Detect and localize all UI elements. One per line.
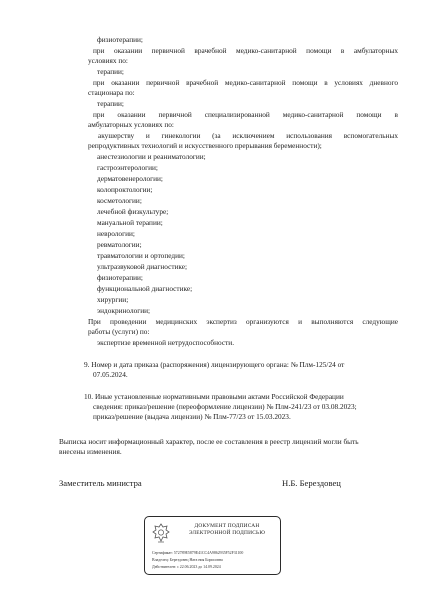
text-line: 9. Номер и дата приказа (распоряжения) лицензирующего органа: № Плм-125/24 от [84,360,345,369]
text-line: при оказании первичной специализированной медико-санитарной помощи в [93,110,398,119]
text-line: терапии; [97,67,124,76]
signatory-position: Заместитель министра [59,478,142,488]
text-line: физиотерапии; [97,35,143,44]
text-line: работы (услуги) по: [88,327,150,336]
text-line: дерматовенерологии; [97,174,163,183]
text-line: косметологии; [97,196,142,205]
coat-of-arms-icon [151,522,171,544]
text-line: неврологии; [97,229,135,238]
text-line: травматологии и ортопедии; [97,251,185,260]
text-line: ревматологии; [97,240,142,249]
text-line: Выписка носит информационный характер, после ее составления в реестр лицензий могли быть [59,437,359,446]
text-line: колопроктологии; [97,185,153,194]
text-line: акушерству и гинекологии (за исключением использования вспомогательных [98,131,398,140]
stamp-certificate: Сертификат: 572789E5879E41CC4A9862935F52F31100 [152,551,244,555]
stamp-title-line-2: ЭЛЕКТРОННОЙ ПОДПИСЬЮ [188,529,266,536]
text-line: лечебной физкультуре; [97,207,169,216]
text-line: 07.05.2024. [93,370,128,379]
stamp-title-line-1: ДОКУМЕНТ ПОДПИСАН [194,523,260,529]
text-line: внесены изменения. [59,447,122,456]
signatory-name: Н.Б. Берездовец [282,478,341,488]
text-line: 10. Иные установленные нормативными правовыми актами Российской Федерации [84,392,344,401]
text-line: сведения: приказ/решение (переоформление лицензии) № Плм-241/23 от 03.08.2023; [93,402,357,411]
text-line: амбулаторных условиях по: [88,120,174,129]
text-line: экспертизе временной нетрудоспособности. [97,338,235,347]
text-line: стационара по: [88,88,135,97]
text-line: физиотерапии; [97,273,143,282]
text-line: ультразвуковой диагностике; [97,262,188,271]
text-line: условиях по: [88,56,128,65]
text-line: хирургии; [97,295,129,304]
text-line: анестезиологии и реаниматологии; [97,152,206,161]
text-line: приказ/решение (выдача лицензии) № Плм-77/23 от 15.03.2023. [93,412,291,421]
text-line: при оказании первичной врачебной медико-санитарной помощи в условиях дневного [93,78,398,87]
electronic-signature-stamp [144,516,281,575]
text-line: функциональной диагностике; [97,284,193,293]
text-line: При проведении медицинских экспертиз организуются и выполняются следующие [88,317,398,326]
text-line: репродуктивных технологий и искусственного прерывания беременности); [88,141,322,150]
stamp-owner: Владелец: Берездовец Ната ния Борисовна [152,558,223,562]
text-line: терапии; [97,99,124,108]
text-line: гастроэнтерологии; [97,163,158,172]
text-line: при оказании первичной врачебной медико-санитарной помощи в амбулаторных [93,46,398,55]
stamp-title [175,523,279,536]
stamp-validity: Действителен: с 22.06.2023 до 14.09.2024 [152,565,221,569]
text-line: мануальной терапии; [97,218,163,227]
text-line: эндокринологии; [97,306,151,315]
